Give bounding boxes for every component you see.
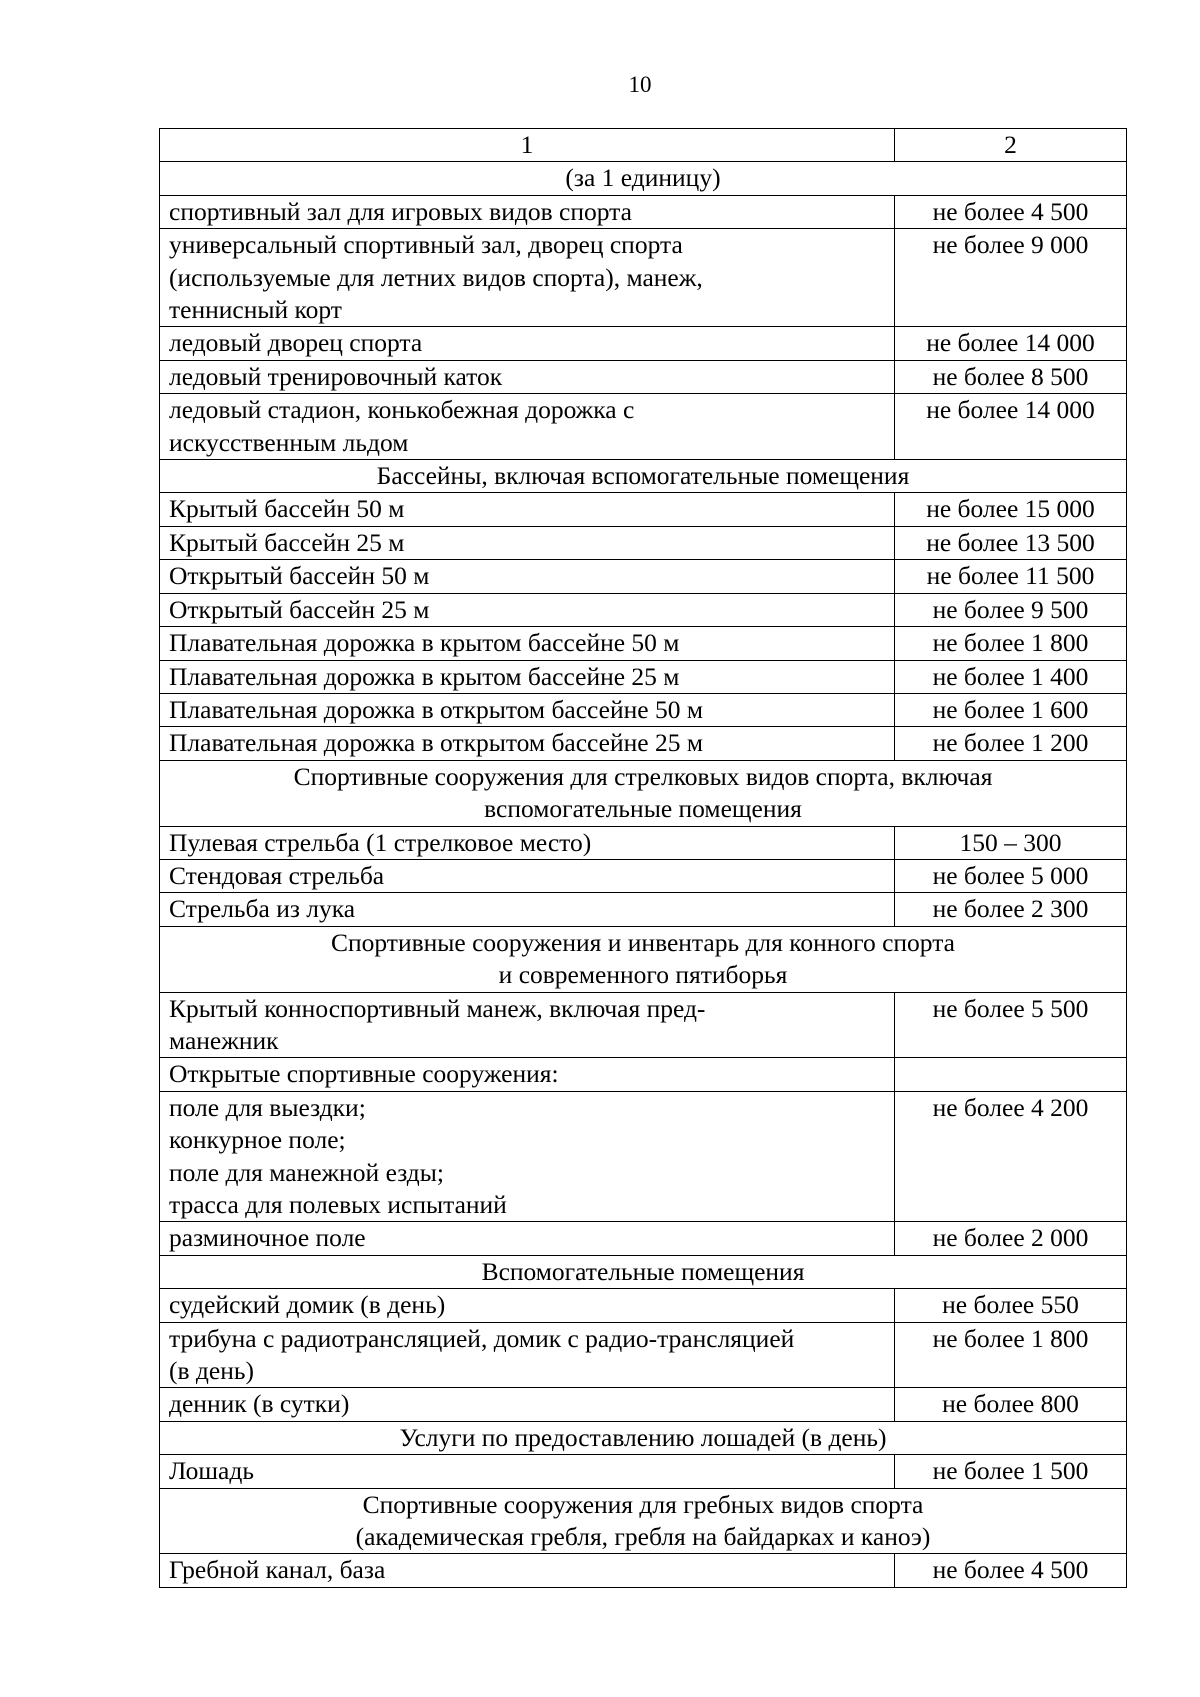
item-name-line: Плавательная дорожка в крытом бассейне 25 м xyxy=(169,661,680,691)
item-value-cell: не более 5 500 xyxy=(895,992,1127,1058)
item-value-cell: не более 1 500 xyxy=(895,1455,1127,1488)
item-name-cell xyxy=(160,727,895,760)
item-value-cell: не более 2 000 xyxy=(895,1222,1127,1255)
item-name-cell xyxy=(160,394,895,460)
table-row xyxy=(160,893,1127,926)
section-title xyxy=(160,162,1127,195)
item-name-line: Открытые спортивные сооружения: xyxy=(169,1059,559,1089)
item-name-cell xyxy=(160,859,895,892)
section-header-row xyxy=(160,926,1127,992)
item-name-line: конкурное поле; xyxy=(169,1125,346,1155)
item-name-line: Открытый бассейн 50 м xyxy=(169,561,430,591)
item-value-cell: не более 14 000 xyxy=(895,394,1127,460)
table-row xyxy=(160,360,1127,393)
table-row xyxy=(160,1058,1127,1091)
item-name-line: Крытый бассейн 25 м xyxy=(169,527,405,557)
section-title-line: вспомогательные помещения xyxy=(484,794,802,824)
table-row xyxy=(160,560,1127,593)
item-name-line: поле для выездки; xyxy=(169,1092,366,1122)
table-row xyxy=(160,727,1127,760)
table-row xyxy=(160,826,1127,859)
section-header-row xyxy=(160,1421,1127,1454)
item-name-line: Плавательная дорожка в открытом бассейне 50 м xyxy=(169,694,703,724)
table-row xyxy=(160,1222,1127,1255)
table-row xyxy=(160,195,1127,228)
item-name-cell xyxy=(160,1554,895,1587)
item-name-line: Крытый конноспортивный манеж, включая пред- xyxy=(169,993,706,1023)
table-body xyxy=(160,162,1127,1587)
table-row xyxy=(160,1455,1127,1488)
item-name-line: поле для манежной езды; xyxy=(169,1157,444,1187)
item-value-cell: не более 1 600 xyxy=(895,693,1127,726)
item-name-line: трасса для полевых испытаний xyxy=(169,1190,507,1219)
item-name-line: спортивный зал для игровых видов спорта xyxy=(169,196,632,226)
section-title xyxy=(160,1255,1127,1288)
item-name-line: Пулевая стрельба (1 стрелковое место) xyxy=(169,827,592,857)
item-name-cell xyxy=(160,560,895,593)
section-title-line: (академическая гребля, гребля на байдарках и каноэ) xyxy=(355,1522,931,1552)
item-value-cell xyxy=(895,1058,1127,1091)
table-row xyxy=(160,660,1127,693)
item-name-cell xyxy=(160,593,895,626)
item-name-line: трибуна с радиотрансляцией, домик с радио-трансляцией xyxy=(169,1323,795,1353)
table-row xyxy=(160,593,1127,626)
section-header-row xyxy=(160,1488,1127,1554)
item-value-cell: не более 550 xyxy=(895,1289,1127,1322)
item-name-line: Плавательная дорожка в открытом бассейне 25 м xyxy=(169,728,703,758)
item-name-line: Плавательная дорожка в крытом бассейне 50 м xyxy=(169,628,680,658)
item-value-cell: не более 4 500 xyxy=(895,1554,1127,1587)
item-value-cell: не более 4 200 xyxy=(895,1091,1127,1222)
item-value-cell: не более 9 000 xyxy=(895,229,1127,327)
item-name-cell xyxy=(160,1289,895,1322)
table-row xyxy=(160,394,1127,460)
table-row xyxy=(160,859,1127,892)
item-name-line: ледовый тренировочный каток xyxy=(169,361,503,391)
item-value-cell: не более 800 xyxy=(895,1388,1127,1421)
item-value-cell: не более 1 400 xyxy=(895,660,1127,693)
section-title xyxy=(160,926,1127,992)
section-header-row xyxy=(160,1255,1127,1288)
section-title-line: Спортивные сооружения для стрелковых видов спорта, включая xyxy=(293,761,993,791)
table-row xyxy=(160,693,1127,726)
table-row xyxy=(160,1091,1127,1222)
section-title xyxy=(160,460,1127,493)
item-value-cell: не более 1 800 xyxy=(895,627,1127,660)
table-row xyxy=(160,1322,1127,1388)
item-name-cell xyxy=(160,195,895,228)
item-name-cell xyxy=(160,229,895,327)
section-title-line: Спортивные сооружения и инвентарь для конного спорта xyxy=(330,927,955,957)
item-name-cell xyxy=(160,1455,895,1488)
item-name-line: Крытый бассейн 50 м xyxy=(169,494,405,524)
item-name-line: (используемые для летних видов спорта), манеж, xyxy=(169,262,703,292)
section-title xyxy=(160,1421,1127,1454)
column-header-1: 1 xyxy=(160,129,895,162)
section-header-row xyxy=(160,162,1127,195)
item-name-cell xyxy=(160,992,895,1058)
item-name-line: Лошадь xyxy=(169,1456,254,1486)
column-header-2: 2 xyxy=(895,129,1127,162)
section-header-row xyxy=(160,460,1127,493)
table-header-row xyxy=(160,129,1127,162)
item-value-cell: не более 15 000 xyxy=(895,493,1127,526)
item-name-cell xyxy=(160,627,895,660)
item-name-line: Открытый бассейн 25 м xyxy=(169,594,430,624)
item-value-cell: 150 – 300 xyxy=(895,826,1127,859)
item-name-line: ледовый дворец спорта xyxy=(169,328,423,358)
item-name-line: манежник xyxy=(169,1025,279,1055)
item-value-cell: не более 13 500 xyxy=(895,526,1127,559)
item-value-cell: не более 8 500 xyxy=(895,360,1127,393)
item-name-cell xyxy=(160,493,895,526)
item-name-line: искусственным льдом xyxy=(169,427,409,457)
table-row xyxy=(160,627,1127,660)
item-name-line: ледовый стадион, конькобежная дорожка с xyxy=(169,395,635,425)
table-row xyxy=(160,493,1127,526)
item-name-line: (в день) xyxy=(169,1356,254,1386)
section-title-line: Спортивные сооружения для гребных видов спорта xyxy=(362,1489,924,1519)
item-name-cell xyxy=(160,360,895,393)
table-row xyxy=(160,1554,1127,1587)
item-name-cell xyxy=(160,826,895,859)
item-name-line: Стрельба из лука xyxy=(169,894,356,924)
item-name-cell xyxy=(160,660,895,693)
item-name-line: денник (в сутки) xyxy=(169,1389,350,1419)
page-number: 10 xyxy=(628,72,652,97)
section-title-line: Вспомогательные помещения xyxy=(481,1256,805,1286)
section-header-row xyxy=(160,760,1127,826)
item-name-line: Гребной канал, база xyxy=(169,1555,386,1585)
section-title xyxy=(160,1488,1127,1554)
item-name-line: Стендовая стрельба xyxy=(169,860,385,890)
item-name-cell xyxy=(160,893,895,926)
item-value-cell: не более 11 500 xyxy=(895,560,1127,593)
table-row xyxy=(160,992,1127,1058)
item-value-cell: не более 1 800 xyxy=(895,1322,1127,1388)
item-name-cell xyxy=(160,1322,895,1388)
section-title-line: Бассейны, включая вспомогательные помещения xyxy=(376,461,910,491)
item-name-cell xyxy=(160,1091,895,1222)
section-title-line: и современного пятиборья xyxy=(498,960,788,990)
item-name-cell xyxy=(160,526,895,559)
item-name-line: теннисный корт xyxy=(169,295,342,325)
item-name-line: судейский домик (в день) xyxy=(169,1290,446,1320)
table-row xyxy=(160,526,1127,559)
table-row xyxy=(160,229,1127,327)
item-name-line: универсальный спортивный зал, дворец спорта xyxy=(169,230,683,260)
item-value-cell: не более 4 500 xyxy=(895,195,1127,228)
table-row xyxy=(160,327,1127,360)
item-value-cell: не более 2 300 xyxy=(895,893,1127,926)
tariff-table xyxy=(159,128,1127,1588)
item-name-line: разминочное поле xyxy=(169,1223,366,1253)
item-value-cell: не более 1 200 xyxy=(895,727,1127,760)
item-name-cell xyxy=(160,1058,895,1091)
item-value-cell: не более 5 000 xyxy=(895,859,1127,892)
section-title-line: (за 1 единицу) xyxy=(565,163,721,193)
table-row xyxy=(160,1289,1127,1322)
item-value-cell: не более 9 500 xyxy=(895,593,1127,626)
item-name-cell xyxy=(160,1388,895,1421)
item-name-cell xyxy=(160,693,895,726)
section-title-line: Услуги по предоставлению лошадей (в день) xyxy=(399,1422,887,1452)
section-title xyxy=(160,760,1127,826)
table-row xyxy=(160,1388,1127,1421)
item-value-cell: не более 14 000 xyxy=(895,327,1127,360)
item-name-cell xyxy=(160,327,895,360)
item-name-cell xyxy=(160,1222,895,1255)
